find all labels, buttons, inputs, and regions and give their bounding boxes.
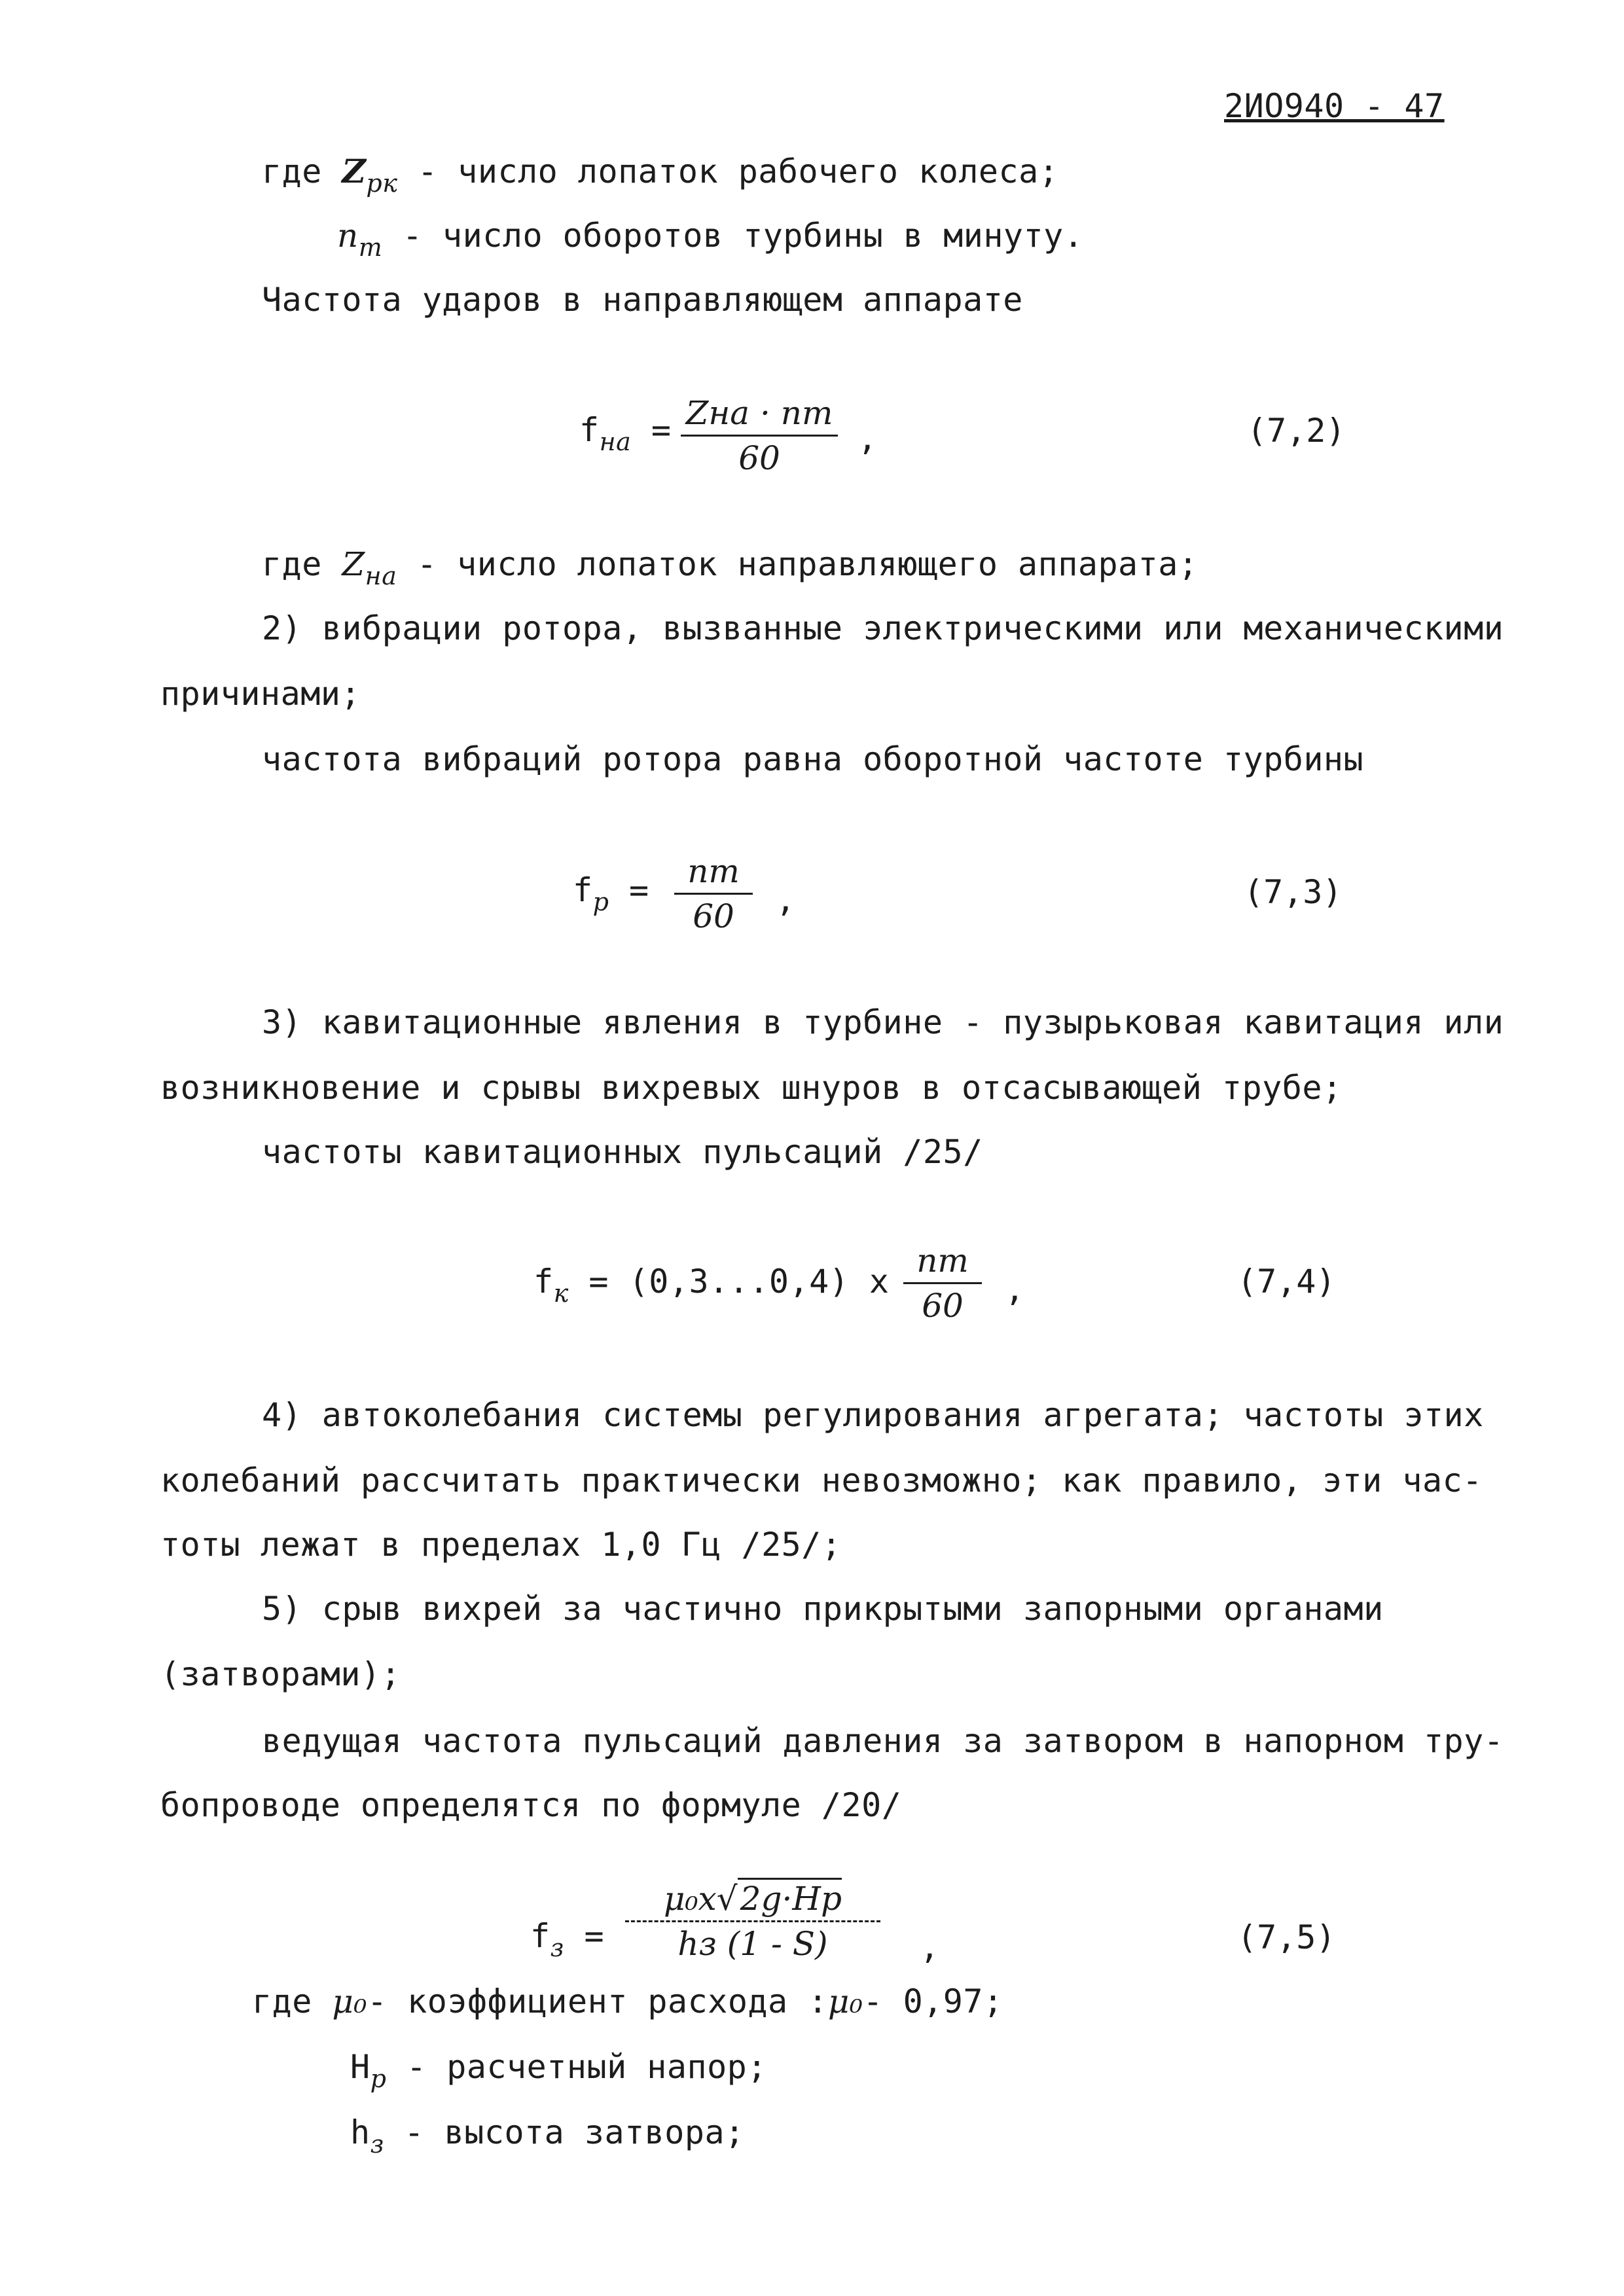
symbol-subscript: на [599, 427, 632, 456]
definition-text: - число оборотов турбины в минуту. [382, 217, 1084, 255]
equation-7-3-fraction [674, 851, 753, 937]
equation-7-4-lhs [533, 1262, 889, 1313]
symbol-f: f [579, 411, 600, 449]
definition-text: - число лопаток направляющего аппарата; [397, 545, 1199, 583]
text-line-15: (затворами); [160, 1655, 401, 1693]
equation-number-7-3: (7,3) [1244, 873, 1343, 911]
equals-sign: = [629, 871, 649, 909]
equation-number-7-5: (7,5) [1237, 1918, 1336, 1956]
discharge-coefficient: μ₀x [664, 1880, 717, 1918]
text-line-2 [337, 216, 1083, 267]
symbol-mu: μ₀ [332, 1982, 367, 2020]
symbol-subscript: з [550, 1933, 564, 1962]
definition-text: - число лопаток рабочего колеса; [397, 152, 1059, 190]
numerator: nт [916, 1242, 969, 1280]
denominator: 60 [738, 439, 780, 477]
equation-7-4-fraction [903, 1240, 982, 1326]
text-line-20 [350, 2113, 745, 2164]
numerator: nт [687, 852, 740, 890]
symbol-n: n [337, 217, 359, 255]
text-line-13: тоты лежат в пределах 1,0 Гц /25/; [160, 1526, 842, 1564]
denominator: 60 [693, 897, 734, 935]
symbol-f: f [573, 871, 593, 909]
text-line-9: возникновение и срывы вихревых шнуров в отсасывающей трубе; [160, 1069, 1343, 1107]
symbol-h: h [350, 2113, 370, 2151]
text-where: где [262, 545, 342, 583]
numerator [625, 1878, 880, 1919]
equation-7-5-fraction [625, 1878, 880, 1964]
equals-sign: = [584, 1917, 605, 1955]
symbol-z: Z [342, 152, 367, 190]
fraction-bar [681, 435, 838, 437]
text-line-6: причинами; [160, 675, 361, 713]
symbol-subscript: к [553, 1279, 569, 1308]
fraction-bar [674, 893, 753, 895]
text-line-11: 4) автоколебания системы регулирования агрегата; частоты этих [262, 1396, 1484, 1434]
numerator: Zна · nт [685, 394, 833, 432]
denominator: 60 [922, 1287, 964, 1325]
sqrt-sign: √ [716, 1880, 738, 1918]
text-line-19 [350, 2047, 767, 2098]
symbol-h: Н [350, 2048, 370, 2086]
equation-7-3-lhs [573, 870, 649, 922]
fraction-bar [903, 1282, 982, 1284]
text-line-10: частоты кавитационных пульсаций /25/ [262, 1133, 983, 1171]
equation-7-2-fraction [681, 393, 838, 478]
text-line-4 [262, 545, 1198, 596]
text-line-7: частота вибраций ротора равна оборотной частоте турбины [262, 740, 1364, 778]
text-line-1 [262, 152, 1058, 203]
denominator: hз (1 - S) [677, 1925, 828, 1963]
punctuation: , [776, 881, 796, 919]
definition-text: - расчетный напор; [386, 2048, 767, 2086]
symbol-z: Z [342, 545, 365, 583]
symbol-subscript: т [358, 233, 383, 262]
definition-text: - коэффициент расхода : [367, 1982, 828, 2020]
symbol-subscript: р [370, 2064, 387, 2093]
text-line-16: ведущая частота пульсаций давления за затвором в напорном тру- [262, 1722, 1504, 1760]
text-line-3: Частота ударов в направляющем аппарате [262, 281, 1023, 319]
equation-7-2-lhs [579, 410, 672, 461]
text-where: где [262, 152, 342, 190]
text-where: где [252, 1982, 333, 2020]
symbol-subscript: на [365, 562, 397, 590]
fraction-bar [625, 1920, 880, 1922]
symbol-mu: μ₀ [827, 1982, 863, 2020]
coefficient-range: (0,3...0,4) x [628, 1263, 890, 1300]
equals-sign: = [651, 411, 672, 449]
definition-text: - высота затвора; [384, 2113, 745, 2151]
punctuation: , [1005, 1270, 1025, 1308]
equation-number-7-4: (7,4) [1237, 1263, 1336, 1300]
equation-number-7-2: (7,2) [1247, 412, 1346, 450]
symbol-f: f [533, 1263, 554, 1300]
symbol-f: f [530, 1917, 550, 1955]
coefficient-value: - 0,97; [863, 1982, 1003, 2020]
text-line-5: 2) вибрации ротора, вызванные электрическими или механическими [262, 609, 1504, 647]
symbol-subscript: з [370, 2130, 384, 2159]
sqrt-argument: 2g·Hр [738, 1878, 842, 1918]
text-line-14: 5) срыв вихрей за частично прикрытыми запорными органами [262, 1590, 1384, 1628]
document-number: 2ИО940 - 47 [1224, 87, 1445, 125]
punctuation: , [857, 420, 878, 457]
symbol-subscript: р [592, 888, 609, 916]
text-line-8: 3) кавитационные явления в турбине - пузырьковая кавитация или [262, 1003, 1504, 1041]
equation-7-5-lhs [530, 1916, 604, 1967]
symbol-subscript: рк [366, 169, 398, 198]
equals-sign: = [588, 1263, 609, 1300]
text-line-18 [252, 1982, 1003, 2021]
text-line-17: бопроводе определятся по формуле /20/ [160, 1786, 902, 1824]
punctuation: , [920, 1928, 940, 1966]
text-line-12: колебаний рассчитать практически невозможно; как правило, эти час- [160, 1462, 1483, 1499]
